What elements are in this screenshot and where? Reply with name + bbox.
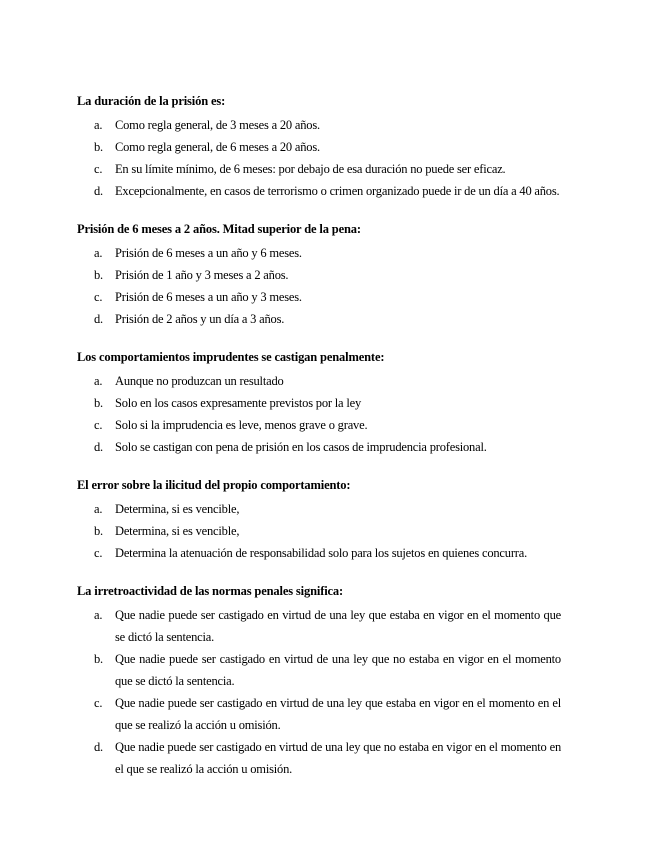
option-item (77, 736, 561, 780)
option-text: Prisión de 6 meses a un año y 3 meses. (115, 290, 302, 304)
option-item (77, 436, 561, 458)
option-letter: c. (94, 418, 103, 432)
option-item (77, 286, 561, 308)
option-letter: a. (94, 502, 103, 516)
question-title: La irretroactividad de las normas penales significa: (77, 584, 344, 598)
option-text: Determina la atenuación de responsabilidad solo para los sujetos en quienes concurra. (115, 546, 528, 560)
question-title: La duración de la prisión es: (77, 94, 226, 108)
option-list (77, 498, 561, 564)
option-letter: b. (94, 524, 103, 538)
option-text: Como regla general, de 6 meses a 20 años. (115, 140, 320, 154)
option-letter: b. (94, 268, 103, 282)
option-text: Que nadie puede ser castigado en virtud de una ley que no estaba en vigor en el momento que se dictó la sentencia. (115, 652, 561, 688)
question-title: Prisión de 6 meses a 2 años. Mitad superior de la pena: (77, 222, 361, 236)
option-letter: b. (94, 396, 103, 410)
option-item (77, 648, 561, 692)
option-text: Que nadie puede ser castigado en virtud de una ley que estaba en vigor en el momento que se dictó la sentencia. (115, 608, 561, 644)
option-item (77, 136, 561, 158)
option-item (77, 542, 561, 564)
option-letter: d. (94, 740, 103, 754)
option-text: Determina, si es vencible, (115, 524, 240, 538)
option-item (77, 158, 561, 180)
option-letter: d. (94, 440, 103, 454)
option-text: Solo si la imprudencia es leve, menos grave o grave. (115, 418, 368, 432)
option-list (77, 604, 561, 780)
option-item (77, 180, 561, 202)
question-4 (77, 477, 561, 564)
option-letter: a. (94, 246, 103, 260)
option-letter: a. (94, 118, 103, 132)
option-item (77, 242, 561, 264)
option-text: Solo se castigan con pena de prisión en los casos de imprudencia profesional. (115, 440, 487, 454)
option-text: Como regla general, de 3 meses a 20 años. (115, 118, 320, 132)
option-list (77, 114, 561, 202)
option-text: En su límite mínimo, de 6 meses: por debajo de esa duración no puede ser eficaz. (115, 162, 506, 176)
option-text: Prisión de 1 año y 3 meses a 2 años. (115, 268, 289, 282)
option-text: Que nadie puede ser castigado en virtud de una ley que no estaba en vigor en el momento en el que se realizó la acción u omisión. (115, 740, 561, 776)
option-item (77, 414, 561, 436)
option-item (77, 308, 561, 330)
option-text: Prisión de 6 meses a un año y 6 meses. (115, 246, 302, 260)
option-list (77, 370, 561, 458)
option-text: Solo en los casos expresamente previstos por la ley (115, 396, 361, 410)
document-page (77, 93, 561, 799)
question-2 (77, 221, 561, 330)
option-list (77, 242, 561, 330)
option-item (77, 392, 561, 414)
option-letter: d. (94, 184, 103, 198)
option-letter: c. (94, 290, 103, 304)
question-title: El error sobre la ilicitud del propio comportamiento: (77, 478, 351, 492)
option-letter: c. (94, 696, 103, 710)
option-text: Excepcionalmente, en casos de terrorismo o crimen organizado puede ir de un día a 40 años. (115, 184, 560, 198)
question-1 (77, 93, 561, 202)
option-text: Aunque no produzcan un resultado (115, 374, 284, 388)
option-letter: a. (94, 608, 103, 622)
question-3 (77, 349, 561, 458)
option-item (77, 498, 561, 520)
option-item (77, 370, 561, 392)
question-5 (77, 583, 561, 780)
option-letter: d. (94, 312, 103, 326)
option-item (77, 692, 561, 736)
option-item (77, 520, 561, 542)
option-letter: a. (94, 374, 103, 388)
option-item (77, 264, 561, 286)
option-item (77, 114, 561, 136)
option-letter: b. (94, 140, 103, 154)
option-text: Que nadie puede ser castigado en virtud de una ley que estaba en vigor en el momento en el que se realizó la acción u omisión. (115, 696, 561, 732)
option-letter: c. (94, 546, 103, 560)
option-item (77, 604, 561, 648)
question-title: Los comportamientos imprudentes se castigan penalmente: (77, 350, 385, 364)
option-letter: c. (94, 162, 103, 176)
option-letter: b. (94, 652, 103, 666)
option-text: Prisión de 2 años y un día a 3 años. (115, 312, 285, 326)
option-text: Determina, si es vencible, (115, 502, 240, 516)
